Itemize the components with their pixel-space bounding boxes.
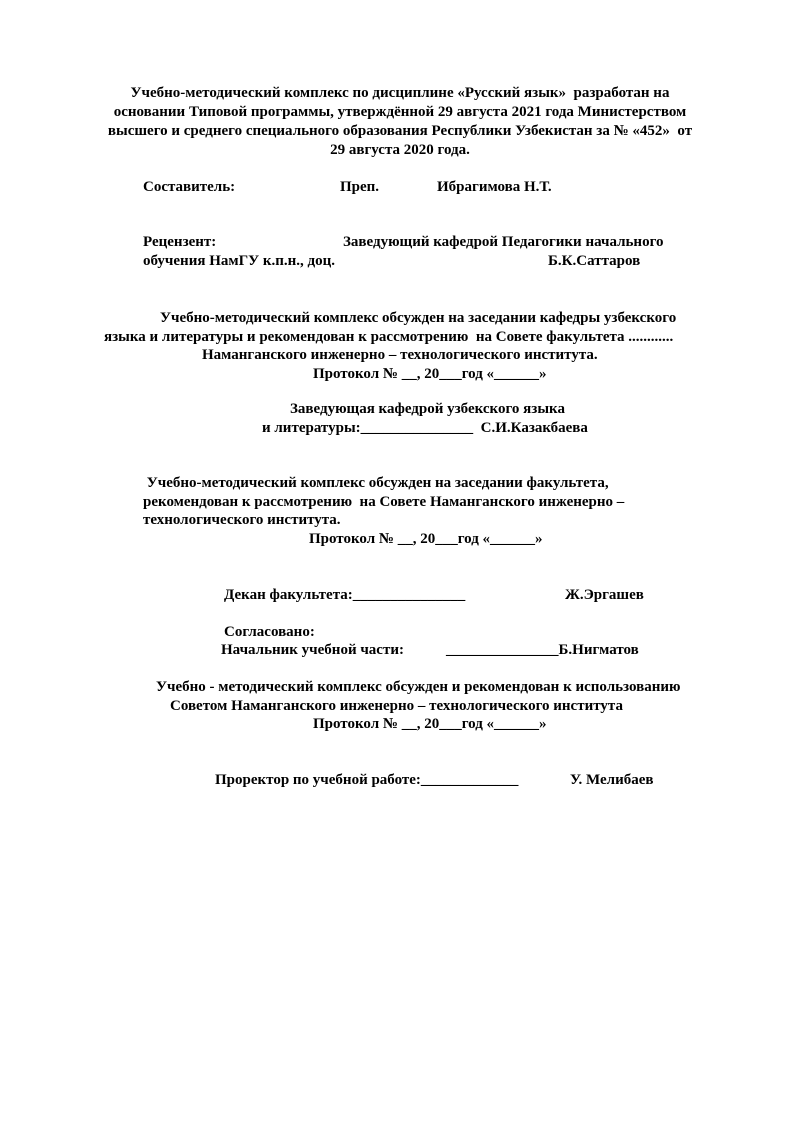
faculty-discussion-line-1: Учебно-методический комплекс обсужден на заседании факультета, bbox=[143, 475, 609, 491]
prorector-label: Проректор по учебной работе:_____________ bbox=[215, 772, 519, 788]
faculty-discussion-protocol: Протокол № __, 20___год «______» bbox=[309, 531, 543, 547]
compiler-label: Составитель: bbox=[143, 179, 236, 195]
approval-signature: _______________Б.Нигматов bbox=[446, 642, 639, 658]
intro-line-1: Учебно-методический комплекс по дисциплине «Русский язык» разработан на bbox=[130, 85, 670, 101]
reviewer-position-line-1: Заведующий кафедрой Педагогики начального bbox=[343, 234, 664, 250]
faculty-discussion-line-3: технологического института. bbox=[143, 512, 341, 528]
reviewer-position-line-2: обучения НамГУ к.п.н., доц. bbox=[143, 253, 336, 269]
council-discussion-protocol: Протокол № __, 20___год «______» bbox=[313, 716, 547, 732]
dept-discussion-line-1: Учебно-методический комплекс обсужден на заседании кафедры узбекского bbox=[160, 310, 677, 326]
dept-discussion-protocol: Протокол № __, 20___год «______» bbox=[313, 366, 547, 382]
prorector-name: У. Мелибаев bbox=[570, 772, 654, 788]
council-discussion-line-2: Советом Наманганского инженерно – технологического института bbox=[170, 698, 623, 714]
reviewer-label: Рецензент: bbox=[143, 234, 217, 250]
faculty-discussion-line-2: рекомендован к рассмотрению на Совете Наманганского инженерно – bbox=[143, 494, 625, 510]
dean-label: Декан факультета:_______________ bbox=[224, 587, 466, 603]
intro-line-4: 29 августа 2020 года. bbox=[330, 142, 470, 158]
dept-discussion-line-3: Наманганского инженерно – технологического института. bbox=[202, 347, 598, 363]
intro-line-3: высшего и среднего специального образования Республики Узбекистан за № «452» от bbox=[107, 123, 693, 139]
dean-name: Ж.Эргашев bbox=[565, 587, 644, 603]
intro-line-2: основании Типовой программы, утверждённой 29 августа 2021 года Министерством bbox=[113, 104, 687, 120]
approval-agreed: Согласовано: bbox=[224, 624, 315, 640]
council-discussion-line-1: Учебно - методический комплекс обсужден и рекомендован к использованию bbox=[156, 679, 681, 695]
dept-discussion-line-2: языка и литературы и рекомендован к рассмотрению на Совете факультета ............ bbox=[104, 329, 674, 345]
dept-head-line-2: и литературы:_______________ С.И.Казакбаева bbox=[262, 420, 588, 436]
compiler-name: Ибрагимова Н.Т. bbox=[437, 179, 552, 195]
dept-head-line-1: Заведующая кафедрой узбекского языка bbox=[290, 401, 565, 417]
compiler-position: Преп. bbox=[340, 179, 380, 195]
approval-label: Начальник учебной части: bbox=[221, 642, 404, 658]
reviewer-name: Б.К.Саттаров bbox=[548, 253, 641, 269]
